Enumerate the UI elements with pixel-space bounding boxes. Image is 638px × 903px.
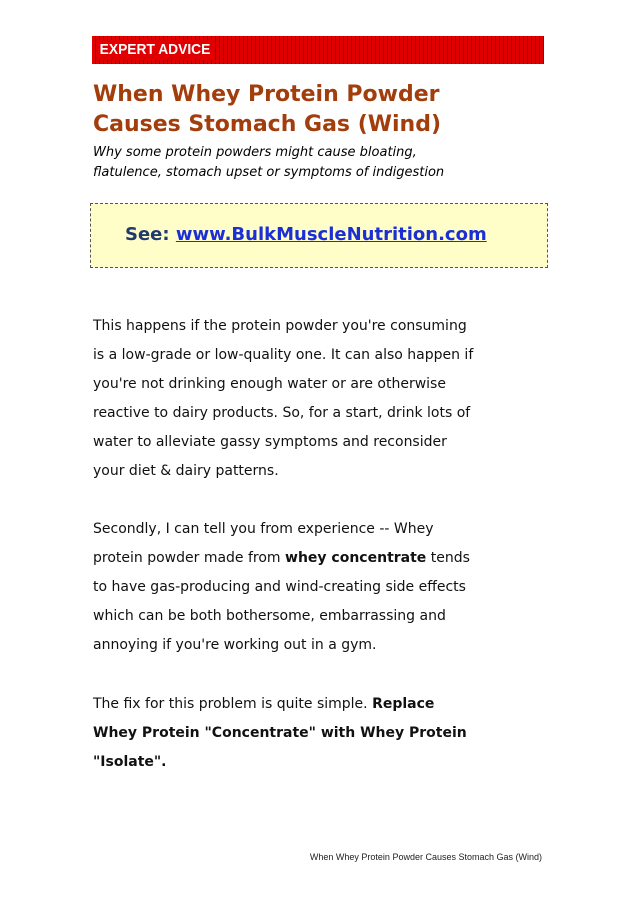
recommendation-emphasis: "Isolate".: [93, 754, 167, 770]
title-line-2: Causes Stomach Gas (Wind): [93, 112, 442, 137]
page-footer: When Whey Protein Powder Causes Stomach Gas (Wind): [309, 852, 542, 862]
banner-label: EXPERT ADVICE: [96, 40, 214, 60]
paragraph-2-line: annoying if you're working out in a gym.: [93, 637, 377, 653]
paragraph-3-text: The fix for this problem is quite simple.: [93, 696, 373, 712]
paragraph-2-line: Secondly, I can tell you from experience -- Whey: [93, 521, 434, 537]
recommendation-emphasis: Replace: [372, 696, 435, 712]
expert-advice-banner: [92, 36, 544, 64]
website-link[interactable]: www.BulkMuscleNutrition.com: [175, 224, 487, 245]
paragraph-1-line: is a low-grade or low-quality one. It can also happen if: [93, 347, 474, 363]
subtitle: [93, 143, 563, 183]
paragraph-1: [93, 312, 563, 486]
title-line-1: When Whey Protein Powder: [93, 82, 440, 107]
paragraph-2: [93, 515, 563, 660]
paragraph-1-line: This happens if the protein powder you're consuming: [93, 318, 467, 334]
recommendation-emphasis: Whey Protein "Concentrate" with Whey Protein: [93, 725, 467, 741]
paragraph-1-line: reactive to dairy products. So, for a start, drink lots of: [93, 405, 471, 421]
subtitle-line-2: flatulence, stomach upset or symptoms of indigestion: [93, 165, 445, 180]
paragraph-1-line: water to alleviate gassy symptoms and reconsider: [93, 434, 447, 450]
page-title: [93, 80, 573, 140]
website-callout-box: [90, 203, 548, 268]
subtitle-line-1: Why some protein powders might cause bloating,: [93, 145, 417, 160]
paragraph-3-line: [93, 748, 563, 777]
paragraph-2-line: [93, 544, 563, 573]
paragraph-1-line: your diet & dairy patterns.: [93, 463, 279, 479]
paragraph-3-line: [93, 719, 563, 748]
callout-label: See:: [125, 224, 170, 245]
paragraph-2-line: which can be both bothersome, embarrassing and: [93, 608, 446, 624]
paragraph-2-text: tends: [426, 550, 470, 566]
paragraph-3-line: [93, 690, 563, 719]
paragraph-1-line: you're not drinking enough water or are otherwise: [93, 376, 446, 392]
whey-concentrate-emphasis: whey concentrate: [285, 550, 427, 566]
callout-text: [125, 223, 487, 247]
paragraph-2-text: protein powder made from: [93, 550, 286, 566]
paragraph-3: [93, 690, 563, 777]
paragraph-2-line: to have gas-producing and wind-creating side effects: [93, 579, 466, 595]
